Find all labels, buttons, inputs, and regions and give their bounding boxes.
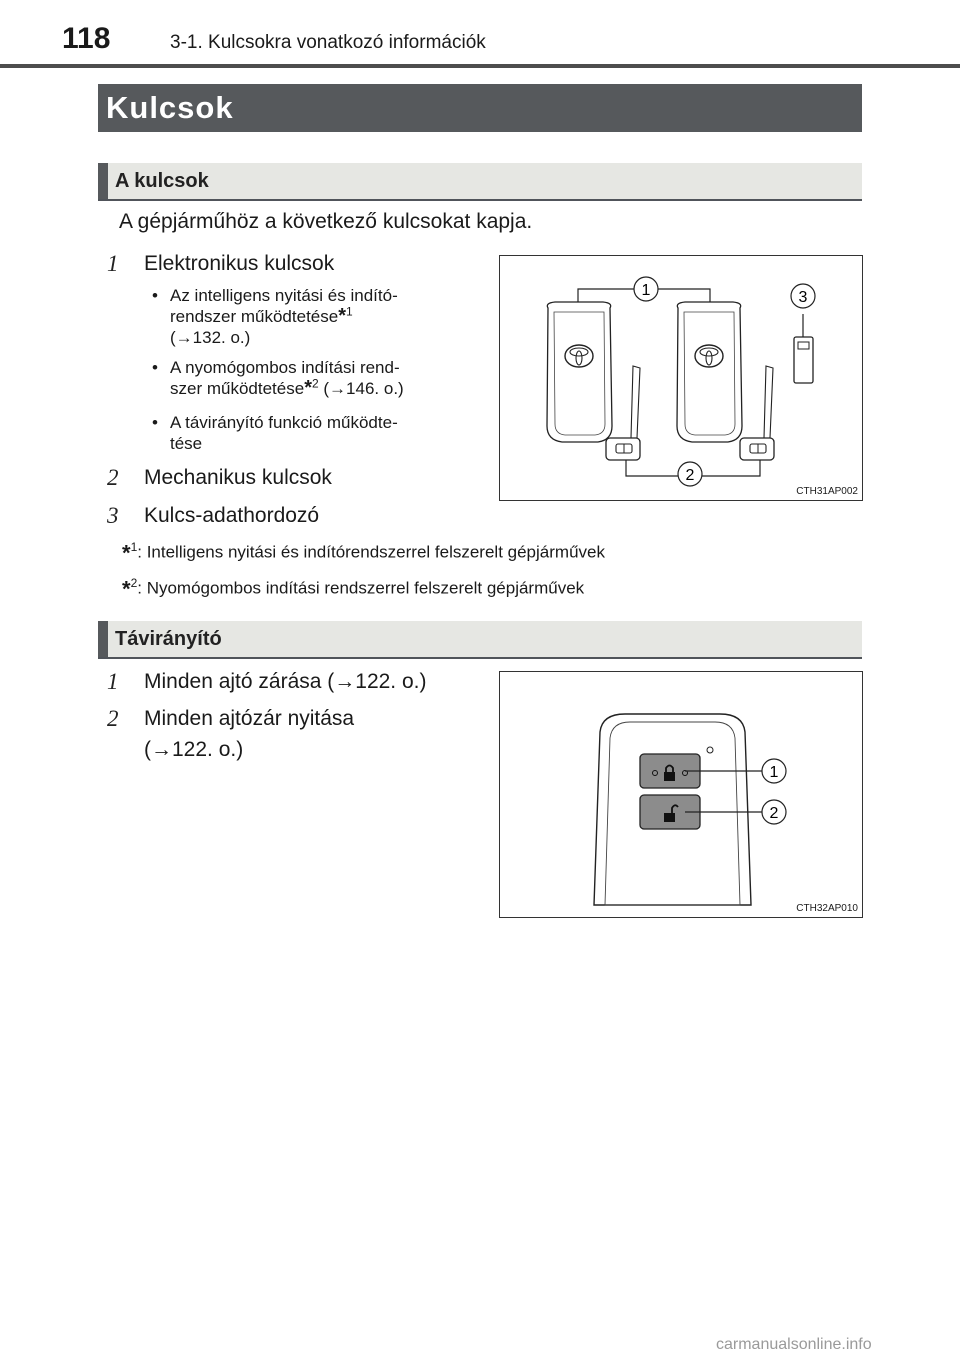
smart-key-body (677, 302, 742, 442)
section-heading-keys (98, 163, 862, 201)
mechanical-key-blade (631, 366, 640, 438)
bullet-line: tése (170, 434, 203, 453)
item-number: 1 (107, 669, 119, 694)
chapter-title: 3-1. Kulcsokra vonatkozó információk (170, 32, 486, 53)
item-number: 2 (107, 706, 119, 731)
bullet-item: • A távirányító funkció működte- tése (170, 412, 476, 454)
watermark: carmanualsonline.info (716, 1336, 872, 1353)
page-title: Kulcsok (106, 90, 234, 125)
intro-text: A gépjárműhöz a következő kulcsokat kapja. (119, 210, 533, 233)
bullet-line: A távirányító funkció működte- (170, 413, 398, 432)
keys-figure (499, 255, 863, 501)
callout-label: 2 (769, 805, 779, 822)
item-number: 1 (107, 251, 119, 276)
figure-caption: CTH32AP010 (796, 903, 858, 914)
callout-label: 1 (641, 282, 651, 299)
footnote: *$^2$: Nyomógombos indítási rendszerrel felszerelt gépjárművek (122, 576, 585, 602)
footnote-ref: 2 (311, 376, 319, 391)
lock-icon (664, 772, 675, 781)
page-reference: (→146. o.) (318, 379, 404, 398)
bullet-line: Az intelligens nyitási és indító- (170, 286, 398, 305)
callout-label: 1 (769, 764, 779, 781)
item-label: Minden ajtózár nyitása (144, 707, 355, 730)
page-number: 118 (62, 22, 111, 55)
page-title-bar (98, 84, 862, 132)
card-key (794, 337, 813, 383)
item-label: Minden ajtó zárása (→122. o.) (144, 670, 427, 693)
section-heading-remote (98, 621, 862, 659)
footnote: *$^1$: Intelligens nyitási és indítórendszerrel felszerelt gépjárművek (122, 540, 605, 566)
item-number: 3 (107, 503, 119, 528)
remote-illustration (500, 672, 862, 917)
bullet-item: • A nyomógombos indítási rend- szer működtetése*$^2$ (→146. o.) (170, 357, 476, 399)
page-reference: (→132. o.) (170, 328, 251, 347)
bullet-line: rendszer működtetése (170, 307, 339, 326)
item-number: 2 (107, 465, 119, 490)
callout-label: 2 (685, 467, 695, 484)
item-label: Mechanikus kulcsok (144, 466, 332, 489)
section-heading-label: A kulcsok (115, 170, 209, 192)
callout-label: 3 (798, 289, 808, 306)
smart-key-body (547, 302, 612, 442)
item-label-continuation: (→122. o.) (144, 738, 244, 761)
unlock-icon (664, 813, 675, 822)
bullet-line: A nyomógombos indítási rend- (170, 358, 400, 377)
footnote-ref: 1 (346, 304, 353, 319)
figure-caption: CTH31AP002 (796, 486, 858, 497)
bullet-item: • Az intelligens nyitási és indító- rendszer működtetése*$^1$ (→132. o.) (170, 285, 476, 348)
section-accent (98, 163, 108, 199)
remote-figure (499, 671, 863, 918)
bullet-line: szer működtetése (170, 379, 305, 398)
item-label: Kulcs-adathordozó (144, 504, 320, 527)
mechanical-key-blade (764, 366, 773, 438)
keys-illustration (500, 256, 862, 500)
section-heading-label: Távirányító (115, 628, 222, 650)
section-accent (98, 621, 108, 657)
item-label: Elektronikus kulcsok (144, 252, 335, 275)
header-rule (0, 64, 960, 68)
